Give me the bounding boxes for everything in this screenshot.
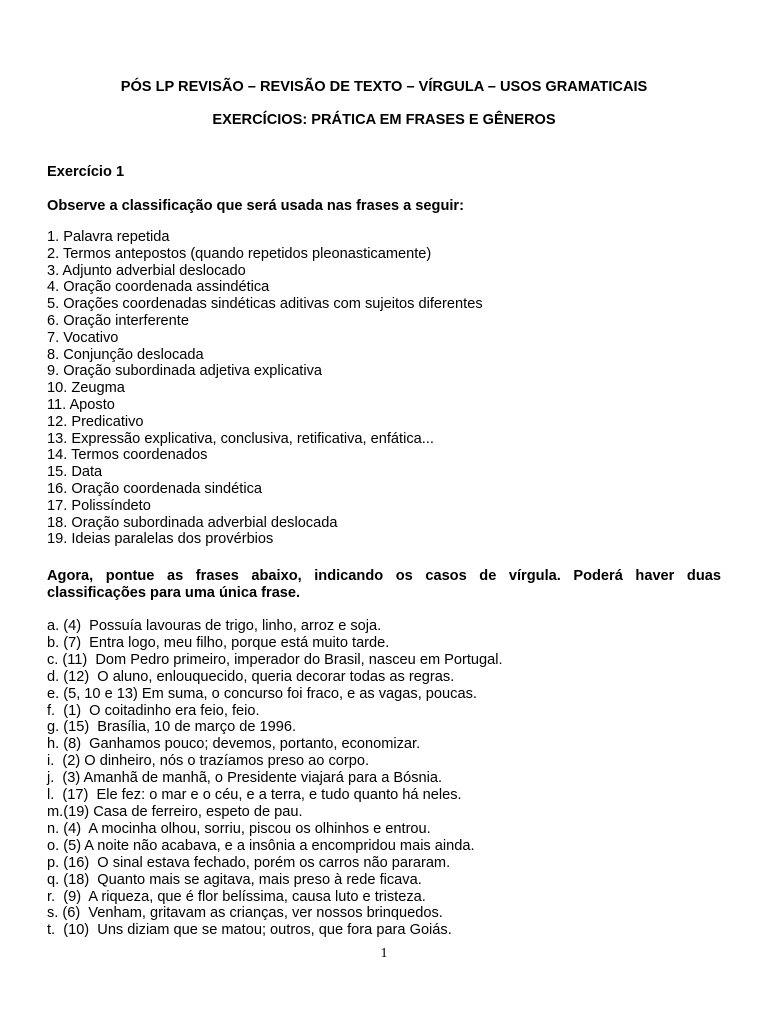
- classification-item: 16. Oração coordenada sindética: [47, 480, 262, 497]
- observe-heading: Observe a classificação que será usada nas frases a seguir:: [47, 198, 464, 214]
- sentence-item: o. (5) A noite não acabava, e a insônia a encompridou mais ainda.: [47, 837, 475, 854]
- sentence-item: m.(19) Casa de ferreiro, espeto de pau.: [47, 803, 303, 820]
- classification-item: 8. Conjunção deslocada: [47, 346, 204, 363]
- sentence-item: n. (4) A mocinha olhou, sorriu, piscou os olhinhos e entrou.: [47, 820, 431, 837]
- classification-item: 10. Zeugma: [47, 380, 125, 397]
- classification-item: 11. Aposto: [47, 396, 115, 413]
- sentence-item: p. (16) O sinal estava fechado, porém os carros não pararam.: [47, 854, 451, 871]
- classification-item: 9. Oração subordinada adjetiva explicativa: [47, 363, 323, 380]
- sentence-item: f. (1) O coitadinho era feio, feio.: [47, 702, 260, 719]
- sentence-item: q. (18) Quanto mais se agitava, mais preso à rede ficava.: [47, 871, 422, 888]
- classification-item: 1. Palavra repetida: [47, 229, 170, 245]
- sentence-list: [47, 618, 503, 939]
- sentence-item: c. (11) Dom Pedro primeiro, imperador do Brasil, nasceu em Portugal.: [47, 651, 503, 668]
- classification-item: 7. Vocativo: [47, 329, 119, 346]
- sentence-item: a. (4) Possuía lavouras de trigo, linho, arroz e soja.: [47, 618, 382, 634]
- classification-item: 5. Orações coordenadas sindéticas aditivas com sujeitos diferentes: [47, 296, 483, 313]
- classification-item: 2. Termos antepostos (quando repetidos pleonasticamente): [47, 245, 432, 262]
- classification-item: 13. Expressão explicativa, conclusiva, retificativa, enfática...: [47, 430, 434, 447]
- classification-item: 3. Adjunto adverbial deslocado: [47, 262, 246, 279]
- sentence-item: i. (2) O dinheiro, nós o trazíamos preso ao corpo.: [47, 753, 370, 770]
- sentence-item: t. (10) Uns diziam que se matou; outros, que fora para Goiás.: [47, 922, 452, 939]
- sentence-item: g. (15) Brasília, 10 de março de 1996.: [47, 719, 297, 736]
- sentence-item: d. (12) O aluno, enlouquecido, queria decorar todas as regras.: [47, 668, 455, 685]
- classification-item: 18. Oração subordinada adverbial deslocada: [47, 514, 338, 531]
- classification-item: 6. Oração interferente: [47, 312, 189, 329]
- classification-list: [47, 229, 483, 548]
- page-number: 1: [380, 946, 388, 961]
- classification-item: 14. Termos coordenados: [47, 447, 208, 464]
- classification-item: 19. Ideias paralelas dos provérbios: [47, 531, 274, 548]
- instruction-text: Agora, pontue as frases abaixo, indicando os casos de vírgula. Poderá haver duas classificações para uma única frase.: [47, 568, 721, 601]
- sentence-item: s. (6) Venham, gritavam as crianças, ver nossos brinquedos.: [47, 905, 443, 922]
- classification-item: 17. Polissíndeto: [47, 497, 151, 514]
- sentence-item: h. (8) Ganhamos pouco; devemos, portanto, economizar.: [47, 736, 421, 753]
- sentence-item: l. (17) Ele fez: o mar e o céu, e a terra, e tudo quanto há neles.: [47, 787, 462, 804]
- sentence-item: b. (7) Entra logo, meu filho, porque está muito tarde.: [47, 634, 390, 651]
- document-title: PÓS LP REVISÃO – REVISÃO DE TEXTO – VÍRGULA – USOS GRAMATICAIS: [120, 79, 648, 95]
- classification-item: 4. Oração coordenada assindética: [47, 279, 270, 296]
- document-subtitle: EXERCÍCIOS: PRÁTICA EM FRASES E GÊNEROS: [212, 112, 556, 128]
- sentence-item: e. (5, 10 e 13) Em suma, o concurso foi fraco, e as vagas, poucas.: [47, 685, 477, 702]
- classification-item: 12. Predicativo: [47, 413, 144, 430]
- sentence-item: j. (3) Amanhã de manhã, o Presidente viajará para a Bósnia.: [47, 770, 443, 787]
- exercise-label: Exercício 1: [47, 164, 125, 180]
- sentence-item: r. (9) A riqueza, que é flor belíssima, causa luto e tristeza.: [47, 888, 426, 905]
- classification-item: 15. Data: [47, 464, 103, 481]
